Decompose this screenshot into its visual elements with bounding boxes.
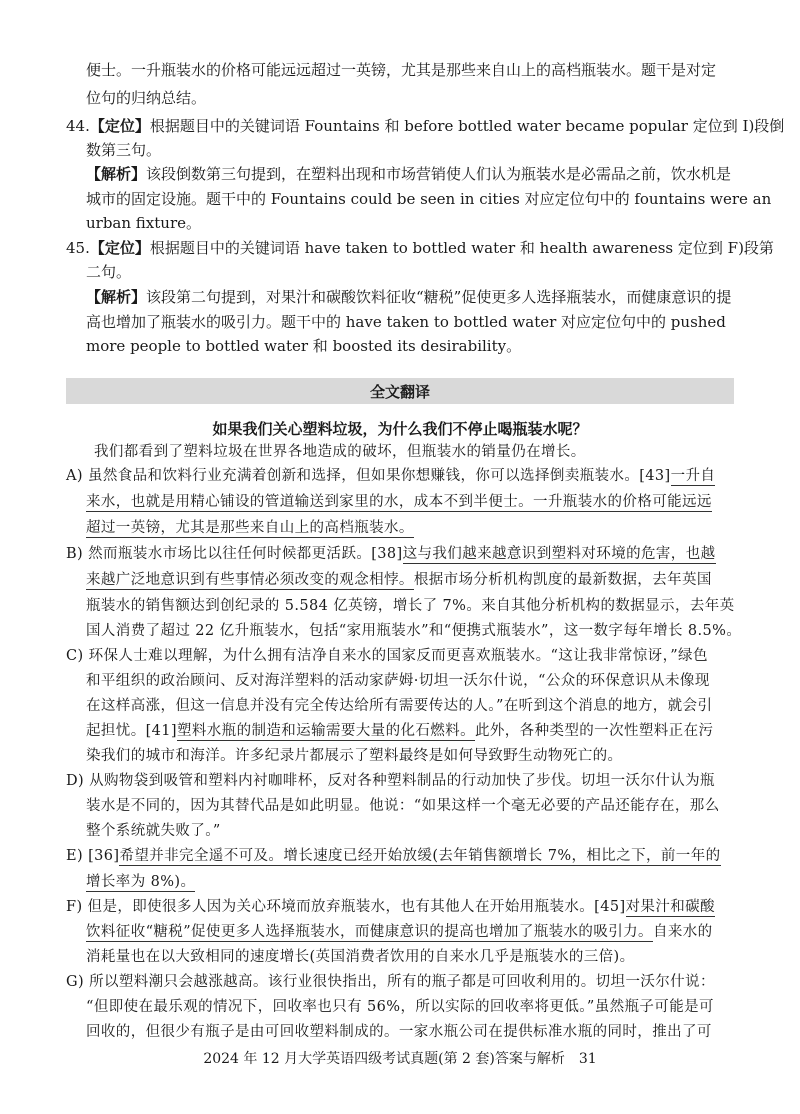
paragraph-a-line <box>86 518 414 538</box>
paragraph-label: B) <box>66 546 84 562</box>
underlined-text: 这与我们越来越意识到塑料对环境的危害，也越 <box>402 546 716 562</box>
locate-tag: 【定位】 <box>89 117 150 135</box>
underlined-text: 增长率为 8%)。 <box>86 874 196 890</box>
q45-analysis-line: more people to bottled water 和 boosted its desirability。 <box>86 337 522 355</box>
underlined-text: 超过一英镑，尤其是那些来自山上的高档瓶装水。 <box>86 520 414 536</box>
q44-analysis-line: 城市的固定设施。题干中的 Fountains could be seen in cities 对应定位句中的 fountains were an <box>86 190 772 208</box>
question-number: 45. <box>66 239 90 257</box>
paragraph-e-line <box>86 872 195 892</box>
underlined-text: 一升自 <box>670 468 716 484</box>
q45-locate-line: 二句。 <box>86 263 132 281</box>
underlined-text: 来越广泛地意识到有些事情必须改变的观念相悖。 <box>86 572 414 588</box>
analysis-tag: 【解析】 <box>86 165 147 183</box>
section-title: 全文翻译 <box>369 383 430 401</box>
paragraph-a-line: A) 虽然食品和饮料行业充满着创新和选择，但如果你想赚钱，你可以选择倒卖瓶装水。[43]一升自 <box>66 468 716 484</box>
locate-tag: 【定位】 <box>89 239 150 257</box>
translation-intro: 我们都看到了塑料垃圾在世界各地造成的破坏，但瓶装水的销量仍在增长。 <box>94 444 586 460</box>
paragraph-d-line: D) 从购物袋到吸管和塑料内衬咖啡杯，反对各种塑料制品的行动加快了步伐。切坦一沃尔什认为瓶 <box>66 773 715 789</box>
q43-text-line: 位句的归纳总结。 <box>86 89 207 107</box>
paragraph-c-line: 起担忧。[41]塑料水瓶的制造和运输需要大量的化石燃料。此外，各种类型的一次性塑料正在污 <box>86 723 714 739</box>
paragraph-a-line <box>86 492 712 512</box>
paragraph-d-line: 装水是不同的，因为其替代品是如此明显。他说：“如果这样一个毫无必要的产品还能存在，那么 <box>86 798 720 814</box>
q44-analysis-line <box>86 164 731 184</box>
analysis-text: 该段倒数第三句提到，在塑料出现和市场营销使人们认为瓶装水是必需品之前，饮水机是 <box>146 165 732 183</box>
paragraph-c-line: 和平组织的政治顾问、反对海洋塑料的活动家萨姆·切坦一沃尔什说，“公众的环保意识从未像现 <box>86 673 710 689</box>
paragraph-c-line: 在这样高涨，但这一信息并没有完全传达给所有需要传达的人。”在听到这个消息的地方，就会引 <box>86 698 713 714</box>
section-header-bar <box>66 378 734 404</box>
underlined-text: 饮料征收“糖税”促使更多人选择瓶装水，而健康意识的提高也增加了瓶装水的吸引力。 <box>86 924 653 940</box>
paragraph-d-line: 整个系统就失败了。” <box>86 823 221 839</box>
page-footer: 2024 年 12 月大学英语四级考试真题(第 2 套)答案与解析 31 <box>203 1051 597 1067</box>
paragraph-b-line: 瓶装水的销售额达到创纪录的 5.584 亿英镑，增长了 7%。来自其他分析机构的数据显示，去年英 <box>86 598 735 614</box>
paragraph-b-line: 国人消费了超过 22 亿升瓶装水，包括“家用瓶装水”和“便携式瓶装水”，这一数字每年增长 8.5%。 <box>86 623 742 639</box>
paragraph-g-line: 回收的，但很少有瓶子是由可回收塑料制成的。一家水瓶公司在提供标准水瓶的同时，推出了可 <box>86 1024 712 1040</box>
q44-analysis-line: urban fixture。 <box>86 214 202 232</box>
underlined-text: 塑料水瓶的制造和运输需要大量的化石燃料。 <box>176 723 475 739</box>
paragraph-f-line: 消耗量也在以大致相同的速度增长(英国消费者饮用的自来水几乎是瓶装水的三倍)。 <box>86 949 635 965</box>
underlined-text: 对果汁和碳酸 <box>625 899 715 915</box>
underlined-text: 来水，也就是用精心铺设的管道输送到家里的水，成本不到半便士。一升瓶装水的价格可能远远 <box>86 494 712 510</box>
question-number: 44. <box>66 117 90 135</box>
paragraph-label: G) <box>66 974 85 990</box>
paragraph-label: E) <box>66 848 84 864</box>
q43-text-line: 便士。一升瓶装水的价格可能远远超过一英镑，尤其是那些来自山上的高档瓶装水。题干是对定 <box>86 61 717 79</box>
analysis-text: 该段第二句提到，对果汁和碳酸饮料征收“糖税”促使更多人选择瓶装水，而健康意识的提 <box>146 288 732 306</box>
q45-analysis-line <box>86 287 731 307</box>
locate-text: 根据题目中的关键词语 Fountains 和 before bottled water became popular 定位到 I)段倒 <box>149 117 785 135</box>
underlined-text: 希望并非完全遥不可及。增长速度已经开始放缓(去年销售额增长 7%，相比之下，前一年的 <box>119 848 721 864</box>
paragraph-e-line: E) [36]希望并非完全遥不可及。增长速度已经开始放缓(去年销售额增长 7%，相比之下，前一年的 <box>66 848 721 864</box>
paragraph-g-line: “但即使在最乐观的情况下，回收率也只有 56%，所以实际的回收率将更低。”虽然瓶子可能是可 <box>86 999 714 1015</box>
paragraph-b-line: B) 然而瓶装水市场比以往任何时候都更活跃。[38]这与我们越来越意识到塑料对环境的危害，也越 <box>66 546 716 562</box>
analysis-tag: 【解析】 <box>86 288 147 306</box>
paragraph-c-line: C) 环保人士难以理解，为什么拥有洁净自来水的国家反而更喜欢瓶装水。“这让我非常惊讶，”绿色 <box>66 648 708 664</box>
paragraph-label: F) <box>66 899 83 915</box>
q44-locate-line: 数第三句。 <box>86 141 162 159</box>
paragraph-f-line: 饮料征收“糖税”促使更多人选择瓶装水，而健康意识的提高也增加了瓶装水的吸引力。自来水的 <box>86 924 713 940</box>
q44-locate-line <box>66 116 784 136</box>
paragraph-g-line: G) 所以塑料潮只会越涨越高。该行业很快指出，所有的瓶子都是可回收利用的。切坦一沃尔什说： <box>66 974 715 990</box>
paragraph-f-line: F) 但是，即使很多人因为关心环境而放弃瓶装水，也有其他人在开始用瓶装水。[45]对果汁和碳酸 <box>66 899 715 915</box>
paragraph-c-line: 染我们的城市和海洋。许多纪录片都展示了塑料最终是如何导致野生动物死亡的。 <box>86 748 623 764</box>
paragraph-label: A) <box>66 468 83 484</box>
translation-title: 如果我们关心塑料垃圾，为什么我们不停止喝瓶装水呢？ <box>212 420 588 438</box>
q45-analysis-line: 高也增加了瓶装水的吸引力。题干中的 have taken to bottled water 对应定位句中的 pushed <box>86 313 726 331</box>
locate-text: 根据题目中的关键词语 have taken to bottled water 和 health awareness 定位到 F)段第 <box>149 239 774 257</box>
paragraph-label: D) <box>66 773 85 789</box>
paragraph-label: C) <box>66 648 84 664</box>
q45-locate-line <box>66 238 774 258</box>
paragraph-b-line: 来越广泛地意识到有些事情必须改变的观念相悖。根据市场分析机构凯度的最新数据，去年英国 <box>86 572 712 588</box>
